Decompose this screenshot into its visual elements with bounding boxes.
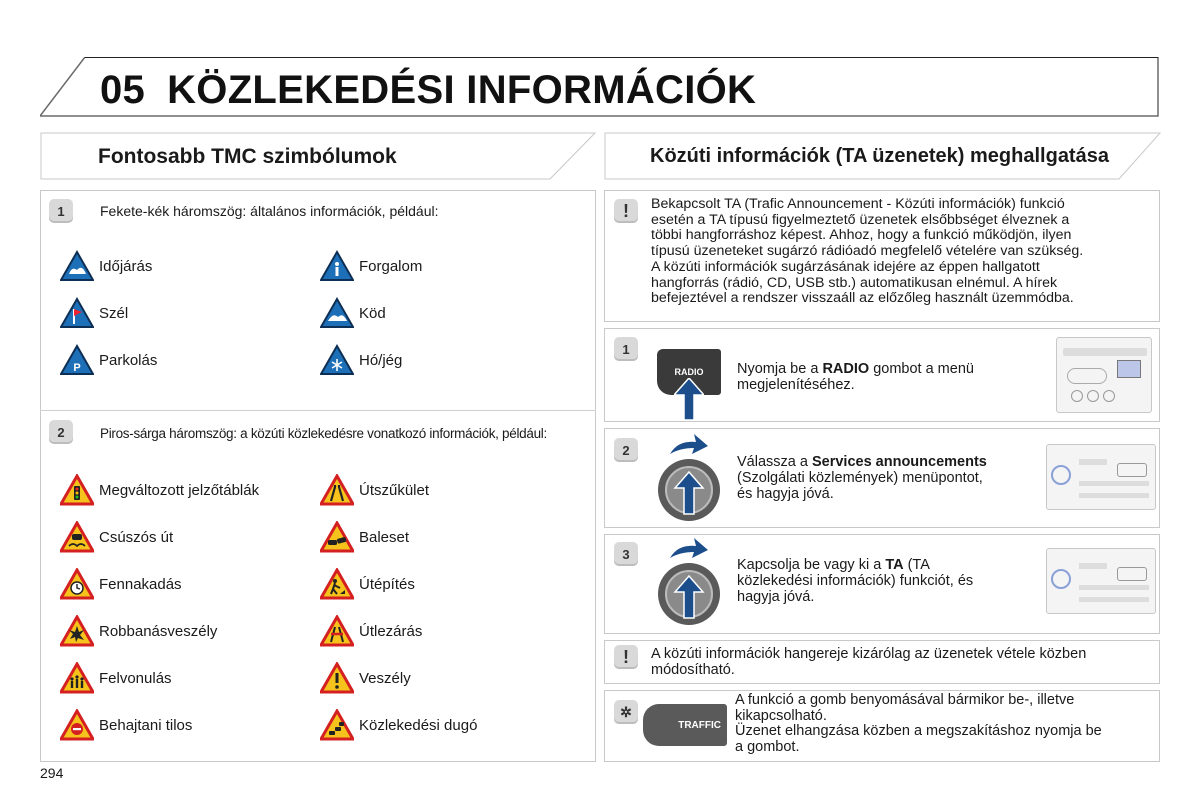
info-icon xyxy=(320,250,354,282)
svg-text:P: P xyxy=(73,362,81,374)
explosion-icon xyxy=(60,615,94,647)
symbol-label: Fennakadás xyxy=(99,575,182,593)
notice-line: befejeztével a rendszer visszaáll az előzőleg használt üzemmódba. xyxy=(651,290,1074,307)
symbol-label: Útlezárás xyxy=(359,622,423,640)
symbol-label: Időjárás xyxy=(99,257,153,275)
notice-line: típusú üzeneteket sugárzó rádióadó megfelelő vételére van szükség. xyxy=(651,243,1084,260)
volume-notice-text: A közúti információk hangereje kizárólag az üzenetek vétele közben módosítható. xyxy=(651,646,1087,678)
symbol-label: Útszűkület xyxy=(359,481,430,499)
accident-icon xyxy=(320,521,354,553)
symbol-parking xyxy=(60,344,157,376)
radio-device-image xyxy=(1056,337,1152,413)
group-divider xyxy=(40,410,596,411)
group2-badge: 2 xyxy=(49,420,73,444)
page-number: 294 xyxy=(40,765,64,781)
symbol-traffic xyxy=(320,250,422,282)
symbol-accident xyxy=(320,521,409,553)
page-title: 05 KÖZLEKEDÉSI INFORMÁCIÓK xyxy=(100,68,757,112)
parking-icon xyxy=(60,344,94,376)
notice-line: esetén a TA típusú figyelmeztető üzenetek elsőbbséget élveznek a xyxy=(651,211,1070,228)
step-2-badge: 2 xyxy=(614,438,638,462)
symbol-road-narrowing xyxy=(320,474,429,506)
symbol-weather xyxy=(60,250,152,282)
no-entry-icon xyxy=(60,709,94,741)
symbol-wind xyxy=(60,297,128,329)
tip-sun-icon: ✲ xyxy=(614,700,638,724)
warning-exclamation-icon: ! xyxy=(614,645,638,669)
symbol-label: Robbanásveszély xyxy=(99,622,218,640)
radio-button-image: RADIO xyxy=(657,349,721,395)
traffic-jam-icon xyxy=(320,709,354,741)
symbol-label: Forgalom xyxy=(359,257,423,275)
symbol-label: Szél xyxy=(99,304,129,322)
road-narrowing-icon xyxy=(320,474,354,506)
warning-exclamation-icon: ! xyxy=(614,199,638,223)
traffic-tip-text: A funkció a gomb benyomásával bármikor be-, illetve kikapcsolható. Üzenet elhangzása közben a megszakításhoz nyomja be a gombot. xyxy=(735,692,1102,755)
symbol-parade xyxy=(60,662,172,694)
wind-icon xyxy=(60,297,94,329)
symbol-label: Parkolás xyxy=(99,351,158,369)
snowflake-icon xyxy=(320,344,354,376)
parade-icon xyxy=(60,662,94,694)
radio-device-image xyxy=(1046,444,1156,510)
slippery-road-icon xyxy=(60,521,94,553)
symbol-delay xyxy=(60,568,182,600)
press-arrow-icon xyxy=(674,378,704,420)
traffic-light-icon xyxy=(60,474,94,506)
symbol-label: Útépítés xyxy=(359,575,415,593)
rotate-knob-icon xyxy=(656,430,722,526)
symbol-label: Közlekedési dugó xyxy=(359,716,478,734)
symbol-traffic-jam xyxy=(320,709,477,741)
step-1-badge: 1 xyxy=(614,337,638,361)
symbol-label: Köd xyxy=(359,304,386,322)
left-section-header: Fontosabb TMC szimbólumok xyxy=(98,145,397,168)
roadworks-icon xyxy=(320,568,354,600)
notice-line: A közúti információk sugárzásának idejére az éppen hallgatott xyxy=(651,258,1040,275)
right-section-header: Közúti információk (TA üzenetek) meghallgatása xyxy=(650,145,1109,167)
symbol-no-entry xyxy=(60,709,192,741)
step-2-text: Válassza a Services announcements (Szolgálati közlemények) menüpontot, és hagyja jóvá. xyxy=(737,454,987,502)
step-3-badge: 3 xyxy=(614,542,638,566)
weather-icon xyxy=(60,250,94,282)
symbol-label: Veszély xyxy=(359,669,411,687)
notice-line: hangforrás (rádió, CD, USB stb.) automatikusan elnémul. A hírek xyxy=(651,274,1058,291)
symbol-fog xyxy=(320,297,386,329)
step-1-text: Nyomja be a RADIO gombot a menü megjelenítéséhez. xyxy=(737,361,974,393)
symbol-changed-signs xyxy=(60,474,259,506)
rotate-knob-icon xyxy=(656,534,722,630)
group1-badge: 1 xyxy=(49,199,73,223)
notice-line: többi hangforráshoz képest. Ahhoz, hogy a funkció működjön, ilyen xyxy=(651,227,1072,244)
group2-intro: Piros-sárga háromszög: a közúti közlekedésre vonatkozó információk, például: xyxy=(100,426,547,441)
symbol-snow-ice xyxy=(320,344,402,376)
symbol-road-closed xyxy=(320,615,422,647)
symbol-label: Baleset xyxy=(359,528,410,546)
symbol-label: Hó/jég xyxy=(359,351,403,369)
symbol-slippery-road xyxy=(60,521,173,553)
notice-line: Bekapcsolt TA (Trafic Announcement - Közúti információk) funkció xyxy=(651,196,1065,212)
symbol-explosion-risk xyxy=(60,615,217,647)
symbol-label: Csúszós út xyxy=(99,528,174,546)
fog-icon xyxy=(320,297,354,329)
symbol-label: Felvonulás xyxy=(99,669,172,687)
group1-intro: Fekete-kék háromszög: általános információk, például: xyxy=(100,203,439,219)
danger-icon xyxy=(320,662,354,694)
road-closed-icon xyxy=(320,615,354,647)
symbol-roadworks xyxy=(320,568,415,600)
ta-notice-text xyxy=(651,197,1083,307)
delay-clock-icon xyxy=(60,568,94,600)
step-3-text: Kapcsolja be vagy ki a TA (TA közlekedési információk) funkciót, és hagyja jóvá. xyxy=(737,557,974,605)
symbol-danger xyxy=(320,662,411,694)
traffic-button-image: TRAFFIC xyxy=(643,704,727,746)
symbol-label: Behajtani tilos xyxy=(99,716,193,734)
symbol-label: Megváltozott jelzőtáblák xyxy=(99,481,260,499)
radio-device-image xyxy=(1046,548,1156,614)
